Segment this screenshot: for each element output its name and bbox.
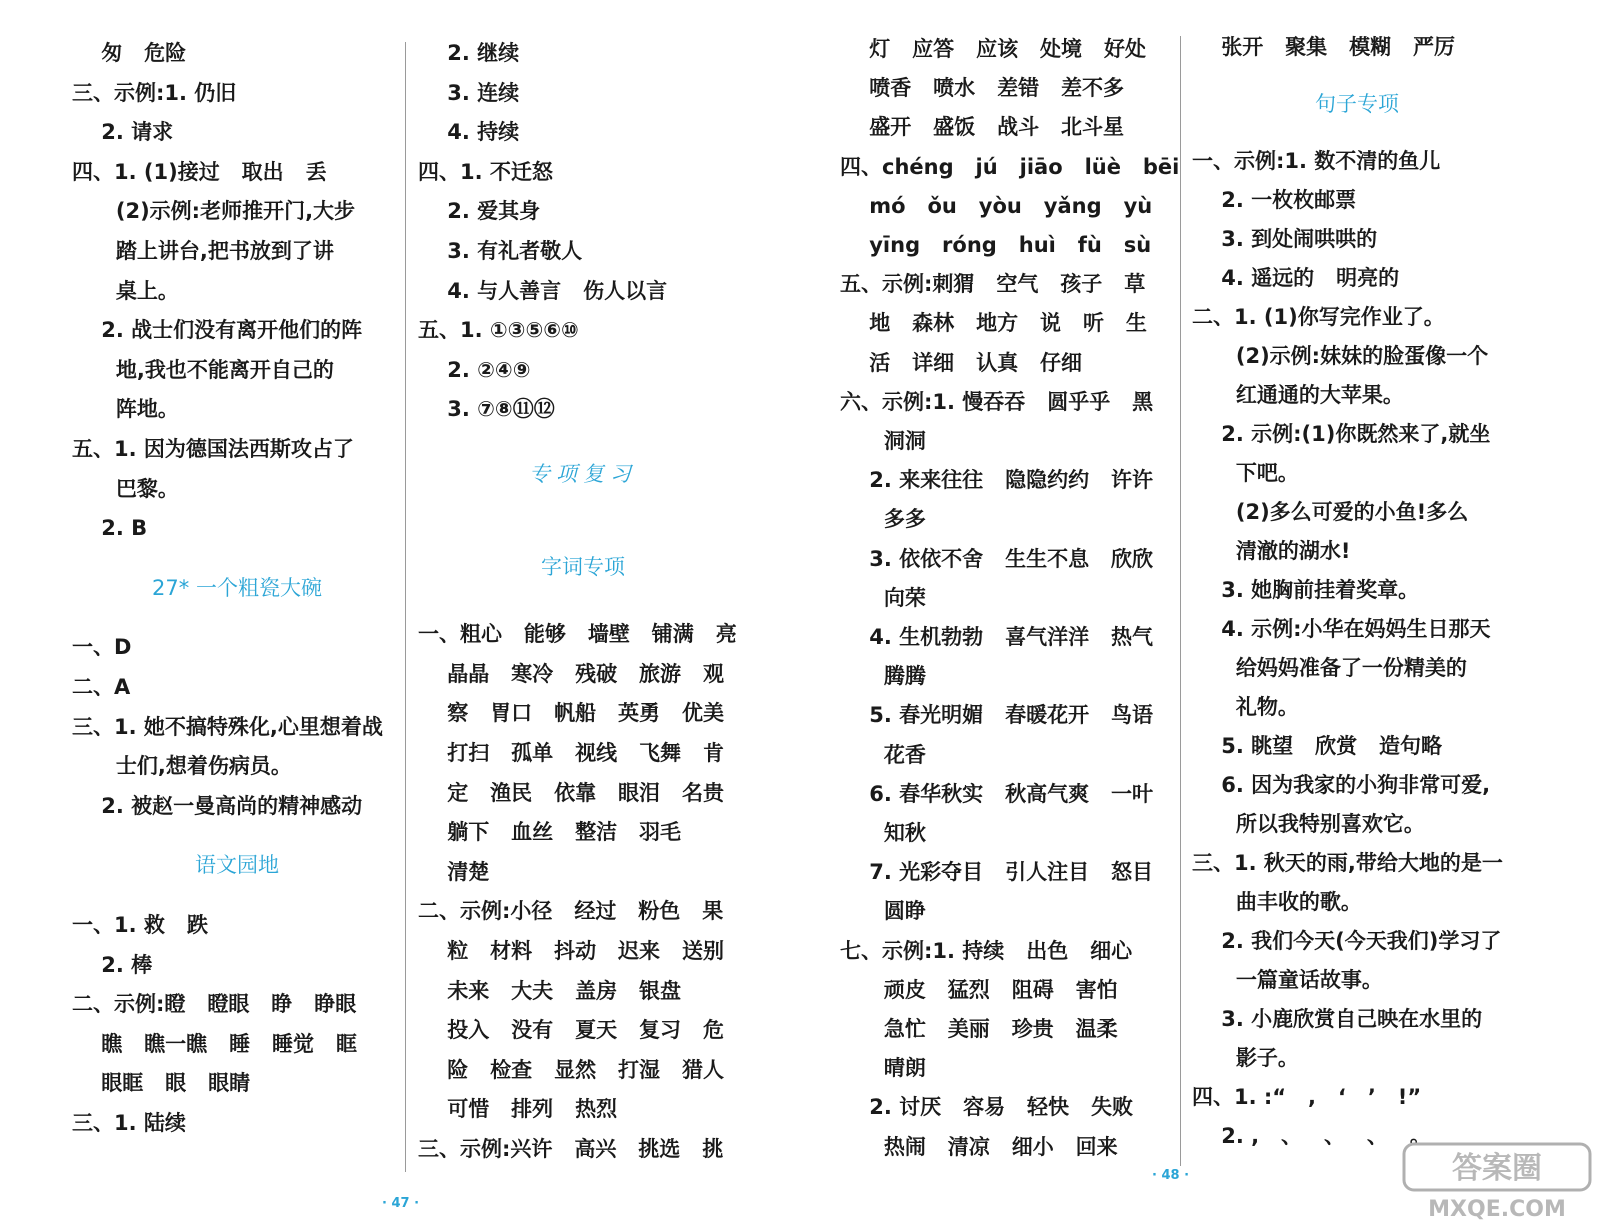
answer-line: 3. 到处闹哄哄的 [1192, 227, 1378, 251]
answer-line: 桌上。 [72, 279, 179, 303]
answer-line: 礼物。 [1192, 695, 1299, 719]
answer-line: 3. 有礼者敬人 [418, 239, 583, 263]
answer-line: 三、1. 陆续 [72, 1111, 186, 1135]
answer-line: 2. 讨厌 容易 轻快 失败 [840, 1095, 1133, 1119]
answer-line: 一、1. 救 跌 [72, 913, 208, 937]
answer-line: 三、示例:1. 仍旧 [72, 81, 237, 105]
answer-line: 可惜 排列 热烈 [418, 1097, 618, 1121]
answer-line: 四、chéng jú jiāo lüè bēi [840, 155, 1180, 179]
answer-line: 3. 依依不舍 生生不息 欣欣 [840, 547, 1154, 571]
answer-line: 腾腾 [840, 664, 926, 688]
answer-line: 粒 材料 抖动 迟来 送别 [418, 939, 724, 963]
answer-line: 定 渔民 依靠 眼泪 名贵 [418, 781, 724, 805]
answer-line: 四、1. :“ , ‘ ’ !” [1192, 1085, 1422, 1109]
section-heading: 字词专项 [541, 555, 625, 579]
answer-line: 4. 示例:小华在妈妈生日那天 [1192, 617, 1491, 641]
answer-line: 给妈妈准备了一份精美的 [1192, 656, 1467, 680]
answer-line: 五、示例:刺猬 空气 孩子 草 [840, 272, 1146, 296]
answer-line: 3. 连续 [418, 81, 520, 105]
answer-line: 眼眶 眼 眼睛 [72, 1071, 251, 1095]
column-3 [840, 0, 1180, 1228]
answer-line: 所以我特别喜欢它。 [1192, 812, 1425, 836]
answer-line: 急忙 美丽 珍贵 温柔 [840, 1017, 1118, 1041]
answer-line: 2. 一枚枚邮票 [1192, 188, 1357, 212]
answer-line: 2. , 、 、 、 。 [1192, 1124, 1431, 1148]
answer-line: 踏上讲台,把书放到了讲 [72, 239, 334, 263]
page-number-right: · 48 · [1152, 1168, 1190, 1183]
answer-line: 一、粗心 能够 墙壁 铺满 亮 [418, 622, 737, 646]
answer-line: 活 详细 认真 仔细 [840, 351, 1083, 375]
answer-line: mó ǒu yòu yǎng yù [840, 194, 1153, 218]
answer-line: 地,我也不能离开自己的 [72, 358, 334, 382]
answer-line: 5. 眺望 欣赏 造句略 [1192, 734, 1443, 758]
page-number-left: · 47 · [382, 1196, 420, 1211]
answer-line: 地 森林 地方 说 听 生 [840, 311, 1147, 335]
answer-line: 三、1. 秋天的雨,带给大地的是一 [1192, 851, 1503, 875]
answer-line: 3. 她胸前挂着奖章。 [1192, 578, 1420, 602]
answer-line: 4. 与人善言 伤人以言 [418, 279, 668, 303]
answer-line: 阵地。 [72, 397, 179, 421]
answer-line: 打扫 孤单 视线 飞舞 肯 [418, 741, 724, 765]
answer-line: 圆睁 [840, 899, 926, 923]
answer-line: 2. 我们今天(今天我们)学习了 [1192, 929, 1502, 953]
answer-line: 6. 春华秋实 秋高气爽 一叶 [840, 782, 1154, 806]
answer-line: 瞧 瞧一瞧 睡 睡觉 眶 [72, 1032, 357, 1056]
answer-line: 察 胃口 帆船 英勇 优美 [418, 701, 724, 725]
answer-line: 下吧。 [1192, 461, 1299, 485]
answer-line: 知秋 [840, 821, 926, 845]
answer-line: 2. 战士们没有离开他们的阵 [72, 318, 363, 342]
section-heading: 语文园地 [195, 853, 279, 877]
column-divider [1180, 36, 1181, 1166]
answer-line: 4. 生机勃勃 喜气洋洋 热气 [840, 625, 1154, 649]
answer-line: 2. 来来往往 隐隐约约 许许 [840, 468, 1154, 492]
answer-line: yīng róng huì fù sù [840, 233, 1152, 257]
answer-line: 灯 应答 应该 处境 好处 [840, 37, 1146, 61]
column-2 [418, 0, 748, 1228]
answer-line: 2. ②④⑨ [418, 358, 531, 382]
answer-line: 一、示例:1. 数不清的鱼儿 [1192, 149, 1441, 173]
watermark-logo [1402, 1142, 1592, 1222]
section-heading: 27* 一个粗瓷大碗 [152, 576, 322, 600]
answer-line: 匆 危险 [72, 41, 187, 65]
answer-line: 三、示例:兴许 高兴 挑选 挑 [418, 1137, 724, 1161]
answer-line: 险 检查 显然 打湿 猎人 [418, 1058, 724, 1082]
answer-line: 二、示例:瞪 瞪眼 睁 睁眼 [72, 992, 357, 1016]
answer-line: 7. 光彩夺目 引人注目 怒目 [840, 860, 1154, 884]
answer-line: (2)示例:妹妹的脸蛋像一个 [1192, 344, 1489, 368]
answer-line: 二、示例:小径 经过 粉色 果 [418, 899, 724, 923]
answer-line: 2. 棒 [72, 953, 153, 977]
answer-line: 四、1. 不迁怒 [418, 160, 553, 184]
answer-line: 热闹 清凉 细小 回来 [840, 1135, 1118, 1159]
answer-line: 顽皮 猛烈 阻碍 害怕 [840, 978, 1118, 1002]
answer-line: 晴朗 [840, 1056, 926, 1080]
answer-line: 五、1. ①③⑤⑥⑩ [418, 318, 579, 342]
section-heading: 句子专项 [1315, 92, 1399, 116]
answer-line: 3. ⑦⑧⑪⑫ [418, 397, 555, 421]
answer-line: 五、1. 因为德国法西斯攻占了 [72, 437, 354, 461]
answer-line: 七、示例:1. 持续 出色 细心 [840, 939, 1133, 963]
section-heading: 专项复习 [529, 462, 637, 486]
answer-line: 红通通的大苹果。 [1192, 383, 1404, 407]
watermark-en: MXQE.COM [1428, 1197, 1566, 1222]
answer-line: 二、1. (1)你写完作业了。 [1192, 305, 1445, 329]
answer-line: 洞洞 [840, 429, 926, 453]
answer-line: 喷香 喷水 差错 差不多 [840, 76, 1125, 100]
answer-line: 影子。 [1192, 1046, 1299, 1070]
answer-line: 2. 示例:(1)你既然来了,就坐 [1192, 422, 1491, 446]
answer-line: 盛开 盛饭 战斗 北斗星 [840, 115, 1125, 139]
answer-line: 躺下 血丝 整洁 羽毛 [418, 820, 682, 844]
column-1 [72, 0, 402, 1228]
column-divider [405, 42, 406, 1172]
answer-line: 六、示例:1. 慢吞吞 圆乎乎 黑 [840, 390, 1154, 414]
answer-line: 5. 春光明媚 春暖花开 鸟语 [840, 703, 1154, 727]
answer-line: 2. 被赵一曼高尚的精神感动 [72, 794, 363, 818]
answer-line: 多多 [840, 507, 926, 531]
answer-line: 巴黎。 [72, 477, 179, 501]
answer-line: 晶晶 寒冷 残破 旅游 观 [418, 662, 724, 686]
answer-line: 3. 小鹿欣赏自己映在水里的 [1192, 1007, 1483, 1031]
answer-line: 2. B [72, 516, 148, 540]
answer-line: 花香 [840, 743, 926, 767]
answer-line: 一篇童话故事。 [1192, 968, 1383, 992]
watermark-cn: 答案圈 [1452, 1151, 1542, 1186]
answer-line: 曲丰收的歌。 [1192, 890, 1362, 914]
answer-line: 向荣 [840, 586, 926, 610]
answer-line: 四、1. (1)接过 取出 丢 [72, 160, 327, 184]
answer-line: 2. 爱其身 [418, 199, 541, 223]
answer-line: 6. 因为我家的小狗非常可爱, [1192, 773, 1491, 797]
answer-line: 二、A [72, 675, 131, 699]
answer-line: 4. 持续 [418, 120, 520, 144]
answer-line: 张开 聚集 模糊 严厉 [1192, 35, 1456, 59]
answer-line: 一、D [72, 635, 132, 659]
answer-line: 投入 没有 夏天 复习 危 [418, 1018, 724, 1042]
answer-line: (2)多么可爱的小鱼!多么 [1192, 500, 1469, 524]
answer-line: (2)示例:老师推开门,大步 [72, 199, 356, 223]
answer-line: 未来 大夫 盖房 银盘 [418, 979, 682, 1003]
answer-line: 2. 请求 [72, 120, 174, 144]
answer-line: 4. 遥远的 明亮的 [1192, 266, 1400, 290]
answer-line: 士们,想着伤病员。 [72, 754, 292, 778]
answer-line: 清澈的湖水! [1192, 539, 1351, 563]
column-4 [1192, 0, 1522, 1228]
answer-line: 清楚 [418, 860, 490, 884]
answer-line: 三、1. 她不搞特殊化,心里想着战 [72, 715, 383, 739]
answer-line: 2. 继续 [418, 41, 520, 65]
